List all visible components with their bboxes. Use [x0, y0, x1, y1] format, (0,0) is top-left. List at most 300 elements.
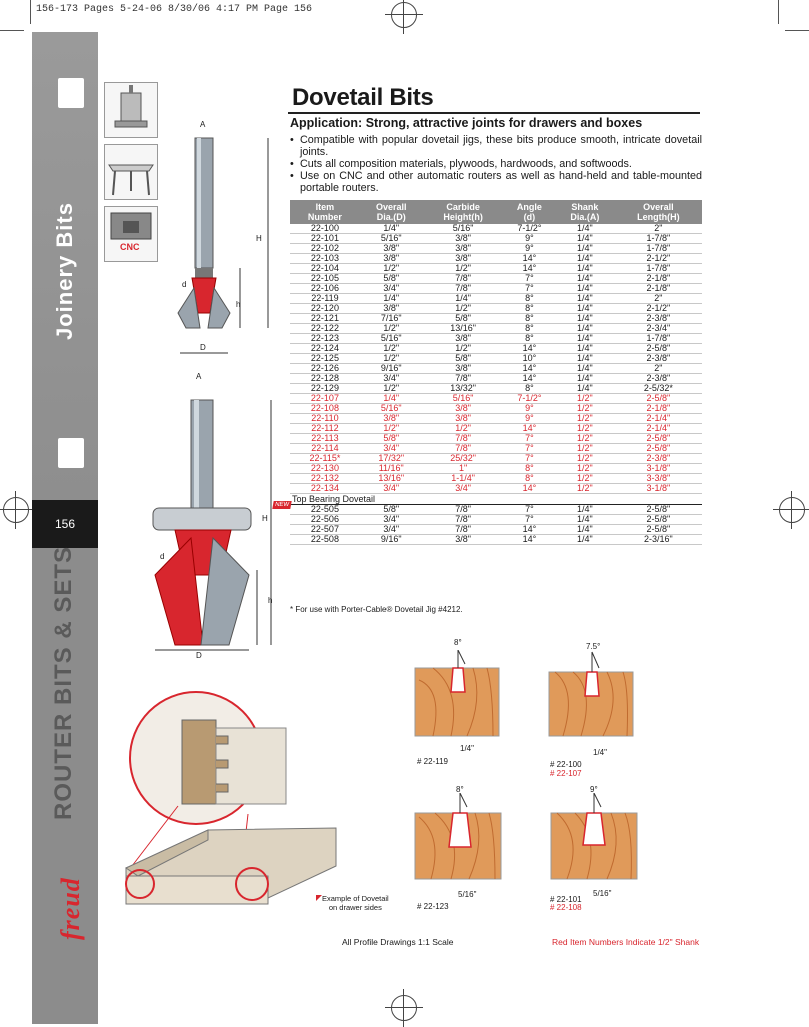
table-cell: 1/4" — [555, 515, 615, 525]
column-header-line: Item — [315, 202, 335, 212]
table-cell: 5/16" — [423, 224, 504, 234]
table-cell: 3/4" — [360, 374, 423, 384]
table-cell: 2-5/8" — [615, 434, 702, 444]
table-cell: 7/16" — [360, 314, 423, 324]
table-cell: 2-5/8" — [615, 394, 702, 404]
table-cell: 3/8" — [423, 334, 504, 344]
table-group-row — [290, 494, 702, 505]
table-cell: 22-121 — [290, 314, 360, 324]
table-row — [290, 484, 702, 494]
table-cell: 7/8" — [423, 374, 504, 384]
table-cell: 1/4" — [555, 234, 615, 244]
drawer-caption-line: Example of Dovetail — [322, 894, 389, 903]
table-cell: 22-112 — [290, 424, 360, 434]
table-cell: 1/4" — [555, 314, 615, 324]
table-row — [290, 474, 702, 484]
table-cell: 1/2" — [360, 424, 423, 434]
table-cell: 1/2" — [555, 474, 615, 484]
table-cell: 2-5/8" — [615, 505, 702, 515]
profile-drawing — [549, 793, 639, 889]
table-row — [290, 264, 702, 274]
table-cell: 2-1/2" — [615, 254, 702, 264]
table-cell: 22-102 — [290, 244, 360, 254]
table-cell: 5/16" — [423, 394, 504, 404]
table-cell: 2-1/8" — [615, 404, 702, 414]
title-divider — [288, 112, 700, 114]
table-cell: 2-5/32* — [615, 384, 702, 394]
router-table-icon — [104, 144, 158, 200]
table-cell: 2-3/4" — [615, 324, 702, 334]
table-row — [290, 454, 702, 464]
column-header-line: Dia.(A) — [570, 212, 600, 222]
shank-note: Red Item Numbers Indicate 1/2" Shank — [552, 937, 700, 947]
table-cell: 3/4" — [360, 444, 423, 454]
table-row — [290, 224, 702, 234]
registration-mark — [779, 497, 805, 523]
column-header-line: Number — [307, 212, 342, 222]
column-header-line: Carbide — [446, 202, 480, 212]
table-cell: 2-5/8" — [615, 515, 702, 525]
table-cell: 5/8" — [360, 274, 423, 284]
cnc-machine-icon — [104, 206, 158, 262]
table-cell: 9/16" — [360, 364, 423, 374]
category-label: ROUTER BITS & SETS — [50, 545, 77, 820]
table-row — [290, 414, 702, 424]
table-cell: 1-7/8" — [615, 334, 702, 344]
column-header — [555, 200, 615, 224]
cnc-label: CNC — [120, 242, 140, 252]
table-cell: 3/8" — [423, 535, 504, 545]
table-cell: 1/4" — [423, 294, 504, 304]
table-cell: 1-7/8" — [615, 244, 702, 254]
registration-mark — [391, 995, 417, 1021]
table-cell: 22-100 — [290, 224, 360, 234]
registration-mark — [3, 497, 29, 523]
table-cell: 1/2" — [423, 304, 504, 314]
table-cell: 13/16" — [360, 474, 423, 484]
feature-item: • Compatible with popular dovetail jigs, these bits produce smooth, intricate dovetail joints. — [290, 134, 702, 158]
table-cell: 1/2" — [360, 264, 423, 274]
profile-width: 5/16" — [458, 890, 477, 899]
table-row — [290, 284, 702, 294]
table-cell: 3/8" — [423, 254, 504, 264]
table-cell: 1/2" — [360, 344, 423, 354]
table-cell: 9° — [504, 244, 555, 254]
table-cell: 1/4" — [555, 384, 615, 394]
table-cell: 22-119 — [290, 294, 360, 304]
bearing-dovetail-bit-drawing — [145, 380, 280, 660]
table-cell: 3/4" — [360, 525, 423, 535]
profile-angle: 7.5° — [586, 642, 601, 651]
table-cell: 7° — [504, 505, 555, 515]
table-cell: 7/8" — [423, 525, 504, 535]
machine-thumbnails — [104, 82, 158, 268]
table-cell: 22-506 — [290, 515, 360, 525]
table-cell: 1/2" — [360, 354, 423, 364]
column-header — [504, 200, 555, 224]
table-row — [290, 444, 702, 454]
table-group-label: Top Bearing Dovetail — [290, 494, 702, 505]
table-cell: 7/8" — [423, 505, 504, 515]
table-row — [290, 344, 702, 354]
table-cell: 22-113 — [290, 434, 360, 444]
spec-table-header — [290, 200, 702, 224]
table-cell: 5/16" — [360, 404, 423, 414]
table-cell: 9° — [504, 414, 555, 424]
joinery-icon — [58, 438, 84, 468]
table-cell: 14° — [504, 374, 555, 384]
drawer-caption — [322, 894, 389, 912]
section-label: Joinery Bits — [52, 202, 77, 340]
table-cell: 22-508 — [290, 535, 360, 545]
table-cell: 22-110 — [290, 414, 360, 424]
column-header-line: Overall — [375, 202, 407, 212]
table-cell: 1/4" — [555, 374, 615, 384]
table-cell: 1/2" — [555, 424, 615, 434]
table-cell: 22-107 — [290, 394, 360, 404]
feature-item: • Cuts all composition materials, plywoods, hardwoods, and softwoods. — [290, 158, 702, 170]
table-cell: 7° — [504, 274, 555, 284]
table-cell: 1/4" — [555, 304, 615, 314]
profile-item-number-red: # 22-107 — [550, 769, 582, 778]
table-cell: 3/4" — [360, 484, 423, 494]
table-cell: 1/2" — [423, 264, 504, 274]
table-cell: 7/8" — [423, 274, 504, 284]
table-cell: 7° — [504, 454, 555, 464]
table-cell: 22-507 — [290, 525, 360, 535]
table-cell: 3-3/8" — [615, 474, 702, 484]
spec-table-body — [290, 224, 702, 545]
table-cell: 7° — [504, 444, 555, 454]
table-cell: 13/32" — [423, 384, 504, 394]
table-row — [290, 394, 702, 404]
table-cell: 1/2" — [555, 464, 615, 474]
crop-mark — [0, 30, 24, 31]
crop-mark — [785, 30, 809, 31]
table-row — [290, 334, 702, 344]
table-cell: 3/8" — [360, 414, 423, 424]
profile-item-number-red: # 22-108 — [550, 903, 582, 912]
table-cell: 3/8" — [423, 244, 504, 254]
table-row — [290, 535, 702, 545]
table-cell: 1/2" — [423, 344, 504, 354]
table-cell: 3-1/8" — [615, 464, 702, 474]
table-cell: 25/32" — [423, 454, 504, 464]
table-cell: 13/16" — [423, 324, 504, 334]
table-cell: 1/4" — [555, 324, 615, 334]
table-row — [290, 254, 702, 264]
profile-width: 1/4" — [593, 748, 607, 757]
profile-drawing — [413, 650, 501, 746]
table-cell: 8° — [504, 334, 555, 344]
table-row — [290, 404, 702, 414]
table-cell: 22-114 — [290, 444, 360, 454]
table-row — [290, 234, 702, 244]
table-cell: 2-1/4" — [615, 424, 702, 434]
table-cell: 1/4" — [360, 294, 423, 304]
table-cell: 2" — [615, 294, 702, 304]
column-header-line: Height(h) — [443, 212, 483, 222]
table-cell: 2-1/2" — [615, 304, 702, 314]
table-cell: 1-7/8" — [615, 264, 702, 274]
table-cell: 2-1/8" — [615, 274, 702, 284]
table-cell: 2-3/16" — [615, 535, 702, 545]
table-cell: 7/8" — [423, 284, 504, 294]
table-cell: 3/8" — [360, 254, 423, 264]
column-header-line: Overall — [643, 202, 674, 212]
table-cell: 7-1/2° — [504, 224, 555, 234]
profile-drawing — [413, 793, 503, 889]
table-cell: 1/2" — [555, 454, 615, 464]
table-cell: 14° — [504, 344, 555, 354]
table-cell: 3/8" — [423, 414, 504, 424]
profile-item-number: # 22-101 — [550, 895, 582, 904]
drawer-caption-line: on drawer sides — [328, 903, 382, 912]
table-cell: 7-1/2° — [504, 394, 555, 404]
dim-h-small-label: h — [268, 596, 273, 605]
table-cell: 14° — [504, 264, 555, 274]
table-row — [290, 314, 702, 324]
table-cell: 3/8" — [360, 244, 423, 254]
table-row — [290, 274, 702, 284]
table-cell: 22-108 — [290, 404, 360, 414]
profile-angle: 8° — [456, 785, 464, 794]
table-cell: 8° — [504, 464, 555, 474]
table-cell: 5/8" — [423, 354, 504, 364]
application-heading: Application: Strong, attractive joints for drawers and boxes — [290, 116, 643, 130]
table-cell: 9° — [504, 234, 555, 244]
feature-item: • Use on CNC and other automatic routers as well as hand-held and table-mounted portable routers. — [290, 170, 702, 194]
table-cell: 22-130 — [290, 464, 360, 474]
table-cell: 1/2" — [555, 404, 615, 414]
profile-angle: 9° — [590, 785, 598, 794]
table-cell: 3-1/8" — [615, 484, 702, 494]
table-cell: 5/16" — [360, 234, 423, 244]
table-cell: 8° — [504, 304, 555, 314]
dim-h-label: H — [256, 234, 262, 243]
table-cell: 14° — [504, 535, 555, 545]
profile-item-number: # 22-123 — [417, 902, 449, 911]
table-row — [290, 515, 702, 525]
table-cell: 7/8" — [423, 434, 504, 444]
table-cell: 3/8" — [423, 234, 504, 244]
profile-width: 5/16" — [593, 889, 612, 898]
column-header — [360, 200, 423, 224]
table-cell: 1/2" — [360, 324, 423, 334]
table-cell: 1/4" — [555, 354, 615, 364]
table-cell: 22-123 — [290, 334, 360, 344]
table-cell: 2" — [615, 224, 702, 234]
table-cell: 3/8" — [423, 364, 504, 374]
table-cell: 22-122 — [290, 324, 360, 334]
column-header-line: (d) — [523, 212, 536, 222]
table-cell: 22-132 — [290, 474, 360, 484]
table-cell: 1/4" — [555, 244, 615, 254]
table-row — [290, 505, 702, 515]
column-header-line: Dia.(D) — [376, 212, 406, 222]
table-cell: 14° — [504, 484, 555, 494]
table-cell: 8° — [504, 314, 555, 324]
footnote: * For use with Porter-Cable® Dovetail Jig #4212. — [290, 605, 463, 614]
table-cell: 22-105 — [290, 274, 360, 284]
table-cell: 5/8" — [360, 434, 423, 444]
table-cell: 7° — [504, 284, 555, 294]
table-cell: 1/4" — [555, 505, 615, 515]
table-cell: 2-3/8" — [615, 354, 702, 364]
table-row — [290, 374, 702, 384]
table-cell: 22-106 — [290, 284, 360, 294]
table-cell: 2-3/8" — [615, 314, 702, 324]
dim-d-label: d — [182, 280, 187, 289]
dovetail-bit-drawing — [170, 118, 285, 360]
joinery-icon — [58, 78, 84, 108]
table-row — [290, 354, 702, 364]
table-cell: 1/4" — [555, 525, 615, 535]
table-cell: 14° — [504, 364, 555, 374]
dim-d-label: d — [160, 552, 165, 561]
column-header-line: Angle — [516, 202, 542, 212]
column-header — [423, 200, 504, 224]
registration-mark — [391, 2, 417, 28]
column-header — [290, 200, 360, 224]
dim-d-big-label: D — [200, 343, 206, 352]
spec-table — [290, 200, 702, 545]
table-cell: 1/2" — [555, 394, 615, 404]
dim-a-label: A — [196, 372, 202, 381]
table-cell: 8° — [504, 324, 555, 334]
table-cell: 22-104 — [290, 264, 360, 274]
table-cell: 8° — [504, 384, 555, 394]
table-cell: 1-7/8" — [615, 234, 702, 244]
feature-list — [290, 134, 702, 194]
table-cell: 14° — [504, 424, 555, 434]
scale-note: All Profile Drawings 1:1 Scale — [342, 937, 454, 947]
table-cell: 1-1/4" — [423, 474, 504, 484]
table-cell: 1/4" — [555, 254, 615, 264]
table-cell: 5/8" — [423, 314, 504, 324]
table-cell: 14° — [504, 254, 555, 264]
table-cell: 22-124 — [290, 344, 360, 354]
table-cell: 1/2" — [423, 424, 504, 434]
table-cell: 2-5/8" — [615, 344, 702, 354]
table-cell: 2-5/8" — [615, 525, 702, 535]
print-slug: 156-173 Pages 5-24-06 8/30/06 4:17 PM Page 156 — [36, 4, 313, 15]
dim-h-small-label: h — [236, 300, 241, 309]
crop-mark — [778, 0, 779, 24]
column-header — [615, 200, 702, 224]
dim-h-label: H — [262, 514, 268, 523]
new-badge: NEW — [272, 501, 291, 509]
profile-width: 1/4" — [460, 744, 474, 753]
table-cell: 3/8" — [360, 304, 423, 314]
table-cell: 7° — [504, 434, 555, 444]
table-cell: 2-5/8" — [615, 444, 702, 454]
plunge-router-icon — [104, 82, 158, 138]
table-cell: 1/2" — [360, 384, 423, 394]
profile-angle: 8° — [454, 638, 462, 647]
table-cell: 22-129 — [290, 384, 360, 394]
table-cell: 5/8" — [360, 505, 423, 515]
table-row — [290, 434, 702, 444]
profile-item-number: # 22-100 — [550, 760, 582, 769]
column-header-line: Length(H) — [637, 212, 680, 222]
table-cell: 8° — [504, 294, 555, 304]
table-cell: 1/4" — [555, 294, 615, 304]
table-cell: 22-103 — [290, 254, 360, 264]
profile-drawing — [547, 650, 635, 746]
table-cell: 10° — [504, 354, 555, 364]
table-cell: 3/4" — [423, 484, 504, 494]
table-cell: 22-115* — [290, 454, 360, 464]
table-cell: 2-3/8" — [615, 454, 702, 464]
page-title: Dovetail Bits — [292, 84, 434, 111]
dim-d-big-label: D — [196, 651, 202, 660]
table-cell: 1/2" — [555, 414, 615, 424]
table-cell: 1/4" — [555, 284, 615, 294]
column-header-line: Shank — [571, 202, 599, 212]
brand-logo: freud — [56, 877, 85, 940]
table-row — [290, 244, 702, 254]
table-cell: 3/8" — [423, 404, 504, 414]
table-row — [290, 364, 702, 374]
table-row — [290, 525, 702, 535]
table-cell: 1/4" — [555, 334, 615, 344]
table-cell: 1/2" — [555, 444, 615, 454]
dim-a-label: A — [200, 120, 206, 129]
table-cell: 1/4" — [555, 274, 615, 284]
table-cell: 1" — [423, 464, 504, 474]
table-cell: 11/16" — [360, 464, 423, 474]
table-cell: 7/8" — [423, 515, 504, 525]
table-cell: 2-3/8" — [615, 374, 702, 384]
table-cell: 1/4" — [360, 224, 423, 234]
table-row — [290, 384, 702, 394]
table-cell: 1/4" — [555, 224, 615, 234]
table-cell: 9° — [504, 404, 555, 414]
table-cell: 22-128 — [290, 374, 360, 384]
table-cell: 1/2" — [555, 484, 615, 494]
table-row — [290, 424, 702, 434]
table-cell: 1/4" — [555, 344, 615, 354]
table-cell: 3/4" — [360, 284, 423, 294]
table-row — [290, 464, 702, 474]
table-cell: 22-505 — [290, 505, 360, 515]
table-row — [290, 294, 702, 304]
table-cell: 17/32" — [360, 454, 423, 464]
table-cell: 5/16" — [360, 334, 423, 344]
table-cell: 22-120 — [290, 304, 360, 314]
table-cell: 7° — [504, 515, 555, 525]
table-cell: 9/16" — [360, 535, 423, 545]
table-cell: 2-1/4" — [615, 414, 702, 424]
crop-mark — [30, 0, 31, 24]
table-cell: 22-134 — [290, 484, 360, 494]
table-cell: 2-1/8" — [615, 284, 702, 294]
table-cell: 2" — [615, 364, 702, 374]
table-row — [290, 304, 702, 314]
table-cell: 1/2" — [555, 434, 615, 444]
page-number: 156 — [32, 500, 98, 548]
table-row — [290, 324, 702, 334]
table-cell: 3/4" — [360, 515, 423, 525]
table-cell: 7/8" — [423, 444, 504, 454]
table-cell: 14° — [504, 525, 555, 535]
table-cell: 1/4" — [555, 264, 615, 274]
table-cell: 1/4" — [360, 394, 423, 404]
table-cell: 1/4" — [555, 535, 615, 545]
table-cell: 22-101 — [290, 234, 360, 244]
table-cell: 22-125 — [290, 354, 360, 364]
